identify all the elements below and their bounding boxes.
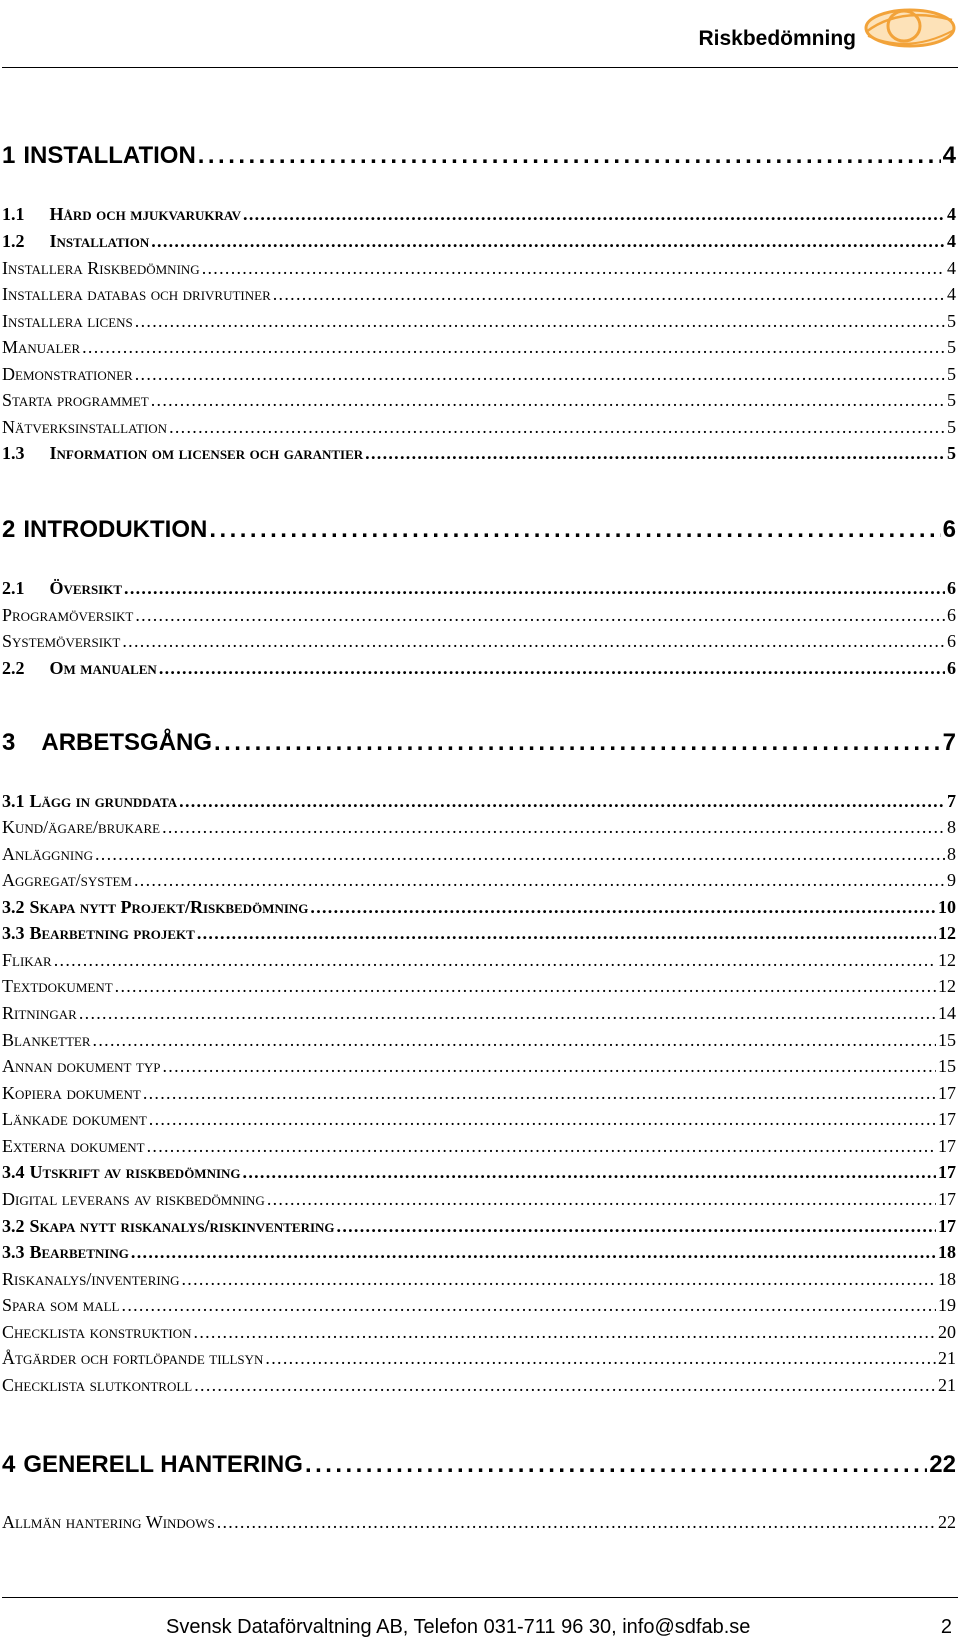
toc-entry-page: 22	[929, 1451, 956, 1478]
toc-dot-leader	[337, 1216, 936, 1237]
toc-dot-leader	[243, 204, 945, 225]
toc-entry-title: Flikar	[2, 950, 52, 970]
eye-logo-icon	[860, 2, 960, 54]
toc-entry-page: 5	[947, 390, 956, 410]
footer-page-number: 2	[940, 1616, 952, 1638]
toc-dot-leader	[135, 364, 945, 385]
toc-dot-leader	[305, 1451, 927, 1479]
toc-entry-page: 4	[947, 231, 956, 251]
toc-entry-number: 3.4	[2, 1162, 25, 1182]
toc-entry-page: 7	[942, 729, 956, 756]
toc-dot-leader	[143, 1083, 936, 1104]
toc-entry[interactable]	[2, 1512, 956, 1533]
toc-entry[interactable]	[2, 1348, 956, 1369]
toc-entry-page: 15	[938, 1056, 956, 1076]
toc-entry[interactable]	[2, 443, 956, 464]
toc-entry-number: 3.2	[2, 897, 25, 917]
toc-entry-title: Spara som mall	[2, 1295, 120, 1315]
toc-entry[interactable]	[2, 204, 956, 225]
toc-entry-page: 18	[938, 1269, 956, 1289]
toc-dot-leader	[267, 1189, 936, 1210]
toc-entry-page: 5	[947, 337, 956, 357]
toc-entry-title: Åtgärder och fortlöpande tillsyn	[2, 1348, 264, 1368]
toc-entry[interactable]	[2, 1189, 956, 1210]
toc-entry-page: 12	[938, 950, 956, 970]
toc-entry-page: 21	[938, 1348, 956, 1368]
toc-entry-page: 8	[947, 844, 956, 864]
toc-entry-title: Skapa nytt Projekt/Riskbedömning	[29, 897, 309, 917]
toc-entry-title: Installera Riskbedömning	[2, 258, 200, 278]
toc-dot-leader	[198, 142, 941, 170]
toc-entry-title: Programöversikt	[2, 605, 134, 625]
toc-entry-page: 6	[947, 658, 956, 678]
toc-dot-leader	[135, 605, 945, 626]
toc-entry[interactable]	[2, 729, 956, 757]
toc-entry[interactable]	[2, 1242, 956, 1263]
toc-entry-page: 17	[938, 1189, 956, 1209]
toc-entry-title: Aggregat/system	[2, 870, 132, 890]
header-title: Riskbedömning	[698, 27, 856, 50]
toc-entry[interactable]	[2, 142, 956, 170]
toc-entry-page: 5	[947, 443, 956, 463]
toc-dot-leader	[151, 390, 945, 411]
toc-entry[interactable]	[2, 950, 956, 971]
toc-dot-leader	[131, 1242, 936, 1263]
toc-entry[interactable]	[2, 417, 956, 438]
toc-entry-page: 22	[938, 1512, 956, 1532]
toc-entry-number: 4	[2, 1451, 16, 1478]
page-header	[0, 0, 960, 70]
toc-entry-number: 3.2	[2, 1216, 25, 1236]
toc-entry-number: 1.2	[2, 231, 25, 251]
toc-entry-page: 21	[938, 1375, 956, 1395]
toc-entry-page: 6	[947, 578, 956, 598]
toc-entry-title: Information om licenser och garantier	[49, 443, 364, 463]
toc-dot-leader	[134, 870, 945, 891]
toc-entry-page: 4	[947, 258, 956, 278]
toc-entry-page: 5	[947, 311, 956, 331]
toc-entry[interactable]	[2, 897, 956, 918]
toc-dot-leader	[365, 443, 945, 464]
toc-entry-page: 12	[938, 976, 956, 996]
toc-entry-title: Utskrift av riskbedömning	[29, 1162, 241, 1182]
toc-dot-leader	[95, 844, 945, 865]
toc-entry-number: 3	[2, 729, 16, 756]
toc-entry-page: 4	[947, 284, 956, 304]
toc-entry[interactable]	[2, 1056, 956, 1077]
toc-entry[interactable]	[2, 337, 956, 358]
toc-entry-title: Kopiera dokument	[2, 1083, 141, 1103]
toc-entry-title: Kund/ägare/brukare	[2, 817, 161, 837]
toc-entry-title: Digital leverans av riskbedömning	[2, 1189, 265, 1209]
toc-entry[interactable]	[2, 231, 956, 252]
toc-entry-title: Riskanalys/inventering	[2, 1269, 180, 1289]
toc-entry-page: 18	[938, 1242, 956, 1262]
toc-entry-page: 4	[942, 142, 956, 169]
toc-entry-title: Checklista konstruktion	[2, 1322, 192, 1342]
toc-dot-leader	[54, 950, 936, 971]
toc-entry-number: 2	[2, 516, 16, 543]
toc-entry[interactable]	[2, 817, 956, 838]
toc-entry[interactable]	[2, 791, 956, 812]
toc-entry-title: Anläggning	[2, 844, 93, 864]
toc-entry-page: 20	[938, 1322, 956, 1342]
toc-entry-page: 17	[938, 1083, 956, 1103]
toc-entry[interactable]	[2, 1083, 956, 1104]
toc-dot-leader	[214, 729, 941, 757]
toc-dot-leader	[209, 516, 940, 544]
footer-text: Svensk Dataförvaltning AB, Telefon 031-711 96 30, info@sdfab.se	[166, 1616, 751, 1638]
toc-entry-page: 17	[938, 1216, 956, 1236]
toc-entry[interactable]	[2, 923, 956, 944]
toc-entry[interactable]	[2, 1162, 956, 1183]
toc-entry-title: Länkade dokument	[2, 1109, 147, 1129]
toc-entry[interactable]	[2, 578, 956, 599]
toc-entry-title: Installera licens	[2, 311, 133, 331]
toc-entry-page: 6	[947, 631, 956, 651]
toc-entry-page: 17	[938, 1136, 956, 1156]
footer-divider	[2, 1597, 958, 1598]
toc-dot-leader	[194, 1322, 936, 1343]
toc-entry-title: Starta programmet	[2, 390, 149, 410]
toc-entry-page: 9	[947, 870, 956, 890]
toc-entry-number: 1.3	[2, 443, 25, 463]
toc-entry-page: 10	[938, 897, 956, 917]
toc-entry-page: 19	[938, 1295, 956, 1315]
toc-entry-title: INSTALLATION	[23, 142, 196, 169]
toc-entry-title: Om manualen	[49, 658, 157, 678]
toc-dot-leader	[151, 231, 945, 252]
toc-entry-title: Installera databas och drivrutiner	[2, 284, 271, 304]
toc-dot-leader	[163, 1056, 937, 1077]
toc-dot-leader	[159, 658, 945, 679]
toc-entry-number: 3.3	[2, 923, 25, 943]
toc-dot-leader	[124, 578, 945, 599]
toc-entry-page: 6	[947, 605, 956, 625]
toc-entry-number: 1.1	[2, 204, 25, 224]
toc-entry[interactable]	[2, 976, 956, 997]
toc-dot-leader	[147, 1136, 936, 1157]
toc-dot-leader	[149, 1109, 936, 1130]
toc-dot-leader	[122, 1295, 936, 1316]
toc-dot-leader	[93, 1030, 936, 1051]
toc-entry-page: 5	[947, 364, 956, 384]
toc-dot-leader	[243, 1162, 936, 1183]
toc-entry[interactable]	[2, 1030, 956, 1051]
toc-entry-number: 1	[2, 142, 16, 169]
toc-dot-leader	[79, 1003, 936, 1024]
toc-entry-page: 4	[947, 204, 956, 224]
toc-entry-number: 2.2	[2, 658, 25, 678]
toc-entry[interactable]	[2, 1136, 956, 1157]
toc-entry-number: 2.1	[2, 578, 25, 598]
toc-entry-title: Demonstrationer	[2, 364, 133, 384]
toc-entry[interactable]	[2, 1322, 956, 1343]
toc-entry[interactable]	[2, 284, 956, 305]
toc-entry-title: Lägg in grunddata	[29, 791, 178, 811]
toc-entry[interactable]	[2, 844, 956, 865]
toc-entry[interactable]	[2, 1375, 956, 1396]
toc-entry-title: Annan dokument typ	[2, 1056, 161, 1076]
toc-entry-title: Bearbetning	[29, 1242, 129, 1262]
toc-entry[interactable]	[2, 516, 956, 544]
toc-entry-title: Bearbetning projekt	[29, 923, 195, 943]
header-divider	[2, 67, 958, 68]
toc-entry-title: Skapa nytt riskanalys/riskinventering	[29, 1216, 335, 1236]
toc-dot-leader	[162, 817, 945, 838]
toc-entry[interactable]	[2, 311, 956, 332]
toc-entry-page: 6	[942, 516, 956, 543]
toc-entry-page: 15	[938, 1030, 956, 1050]
toc-dot-leader	[82, 337, 945, 358]
toc-entry-title: Allmän hantering Windows	[2, 1512, 215, 1532]
toc-entry-title: ARBETSGÅNG	[41, 729, 213, 756]
toc-entry-title: GENERELL HANTERING	[23, 1451, 303, 1478]
toc-dot-leader	[135, 311, 945, 332]
toc-dot-leader	[115, 976, 936, 997]
toc-entry[interactable]	[2, 1451, 956, 1479]
toc-entry-title: Textdokument	[2, 976, 113, 996]
toc-dot-leader	[194, 1375, 936, 1396]
toc-entry-title: Checklista slutkontroll	[2, 1375, 193, 1395]
toc-entry-title: Hård och mjukvarukrav	[49, 204, 242, 224]
toc-entry[interactable]	[2, 658, 956, 679]
toc-entry-title: Manualer	[2, 337, 81, 357]
toc-dot-leader	[169, 417, 945, 438]
toc-entry-title: Systemöversikt	[2, 631, 121, 651]
toc-entry-number: 3.1	[2, 791, 25, 811]
toc-entry[interactable]	[2, 1295, 956, 1316]
toc-entry-page: 17	[938, 1162, 956, 1182]
toc-entry[interactable]	[2, 631, 956, 652]
toc-entry-title: Blanketter	[2, 1030, 91, 1050]
toc-dot-leader	[179, 791, 945, 812]
toc-entry-title: Externa dokument	[2, 1136, 145, 1156]
toc-entry-page: 12	[938, 923, 956, 943]
toc-entry-number: 3.3	[2, 1242, 25, 1262]
toc-entry[interactable]	[2, 1216, 956, 1237]
toc-entry-page: 8	[947, 817, 956, 837]
toc-entry-title: Installation	[49, 231, 150, 251]
toc-entry-page: 14	[938, 1003, 956, 1023]
toc-entry[interactable]	[2, 258, 956, 279]
toc-dot-leader	[273, 284, 945, 305]
toc-entry-page: 7	[947, 791, 956, 811]
toc-entry-page: 5	[947, 417, 956, 437]
toc-entry-title: Översikt	[49, 578, 123, 598]
toc-entry[interactable]	[2, 605, 956, 626]
toc-entry[interactable]	[2, 364, 956, 385]
toc-dot-leader	[202, 258, 945, 279]
toc-dot-leader	[197, 923, 936, 944]
toc-entry[interactable]	[2, 1003, 956, 1024]
toc-entry-title: Ritningar	[2, 1003, 77, 1023]
toc-entry-page: 17	[938, 1109, 956, 1129]
toc-dot-leader	[265, 1348, 936, 1369]
toc-dot-leader	[122, 631, 945, 652]
toc-dot-leader	[217, 1512, 936, 1533]
toc-entry[interactable]	[2, 1109, 956, 1130]
toc-dot-leader	[310, 897, 936, 918]
toc-entry-title: Nätverksinstallation	[2, 417, 168, 437]
toc-dot-leader	[181, 1269, 936, 1290]
toc-entry[interactable]	[2, 870, 956, 891]
toc-entry[interactable]	[2, 390, 956, 411]
toc-entry[interactable]	[2, 1269, 956, 1290]
toc-entry-title: INTRODUKTION	[23, 516, 208, 543]
